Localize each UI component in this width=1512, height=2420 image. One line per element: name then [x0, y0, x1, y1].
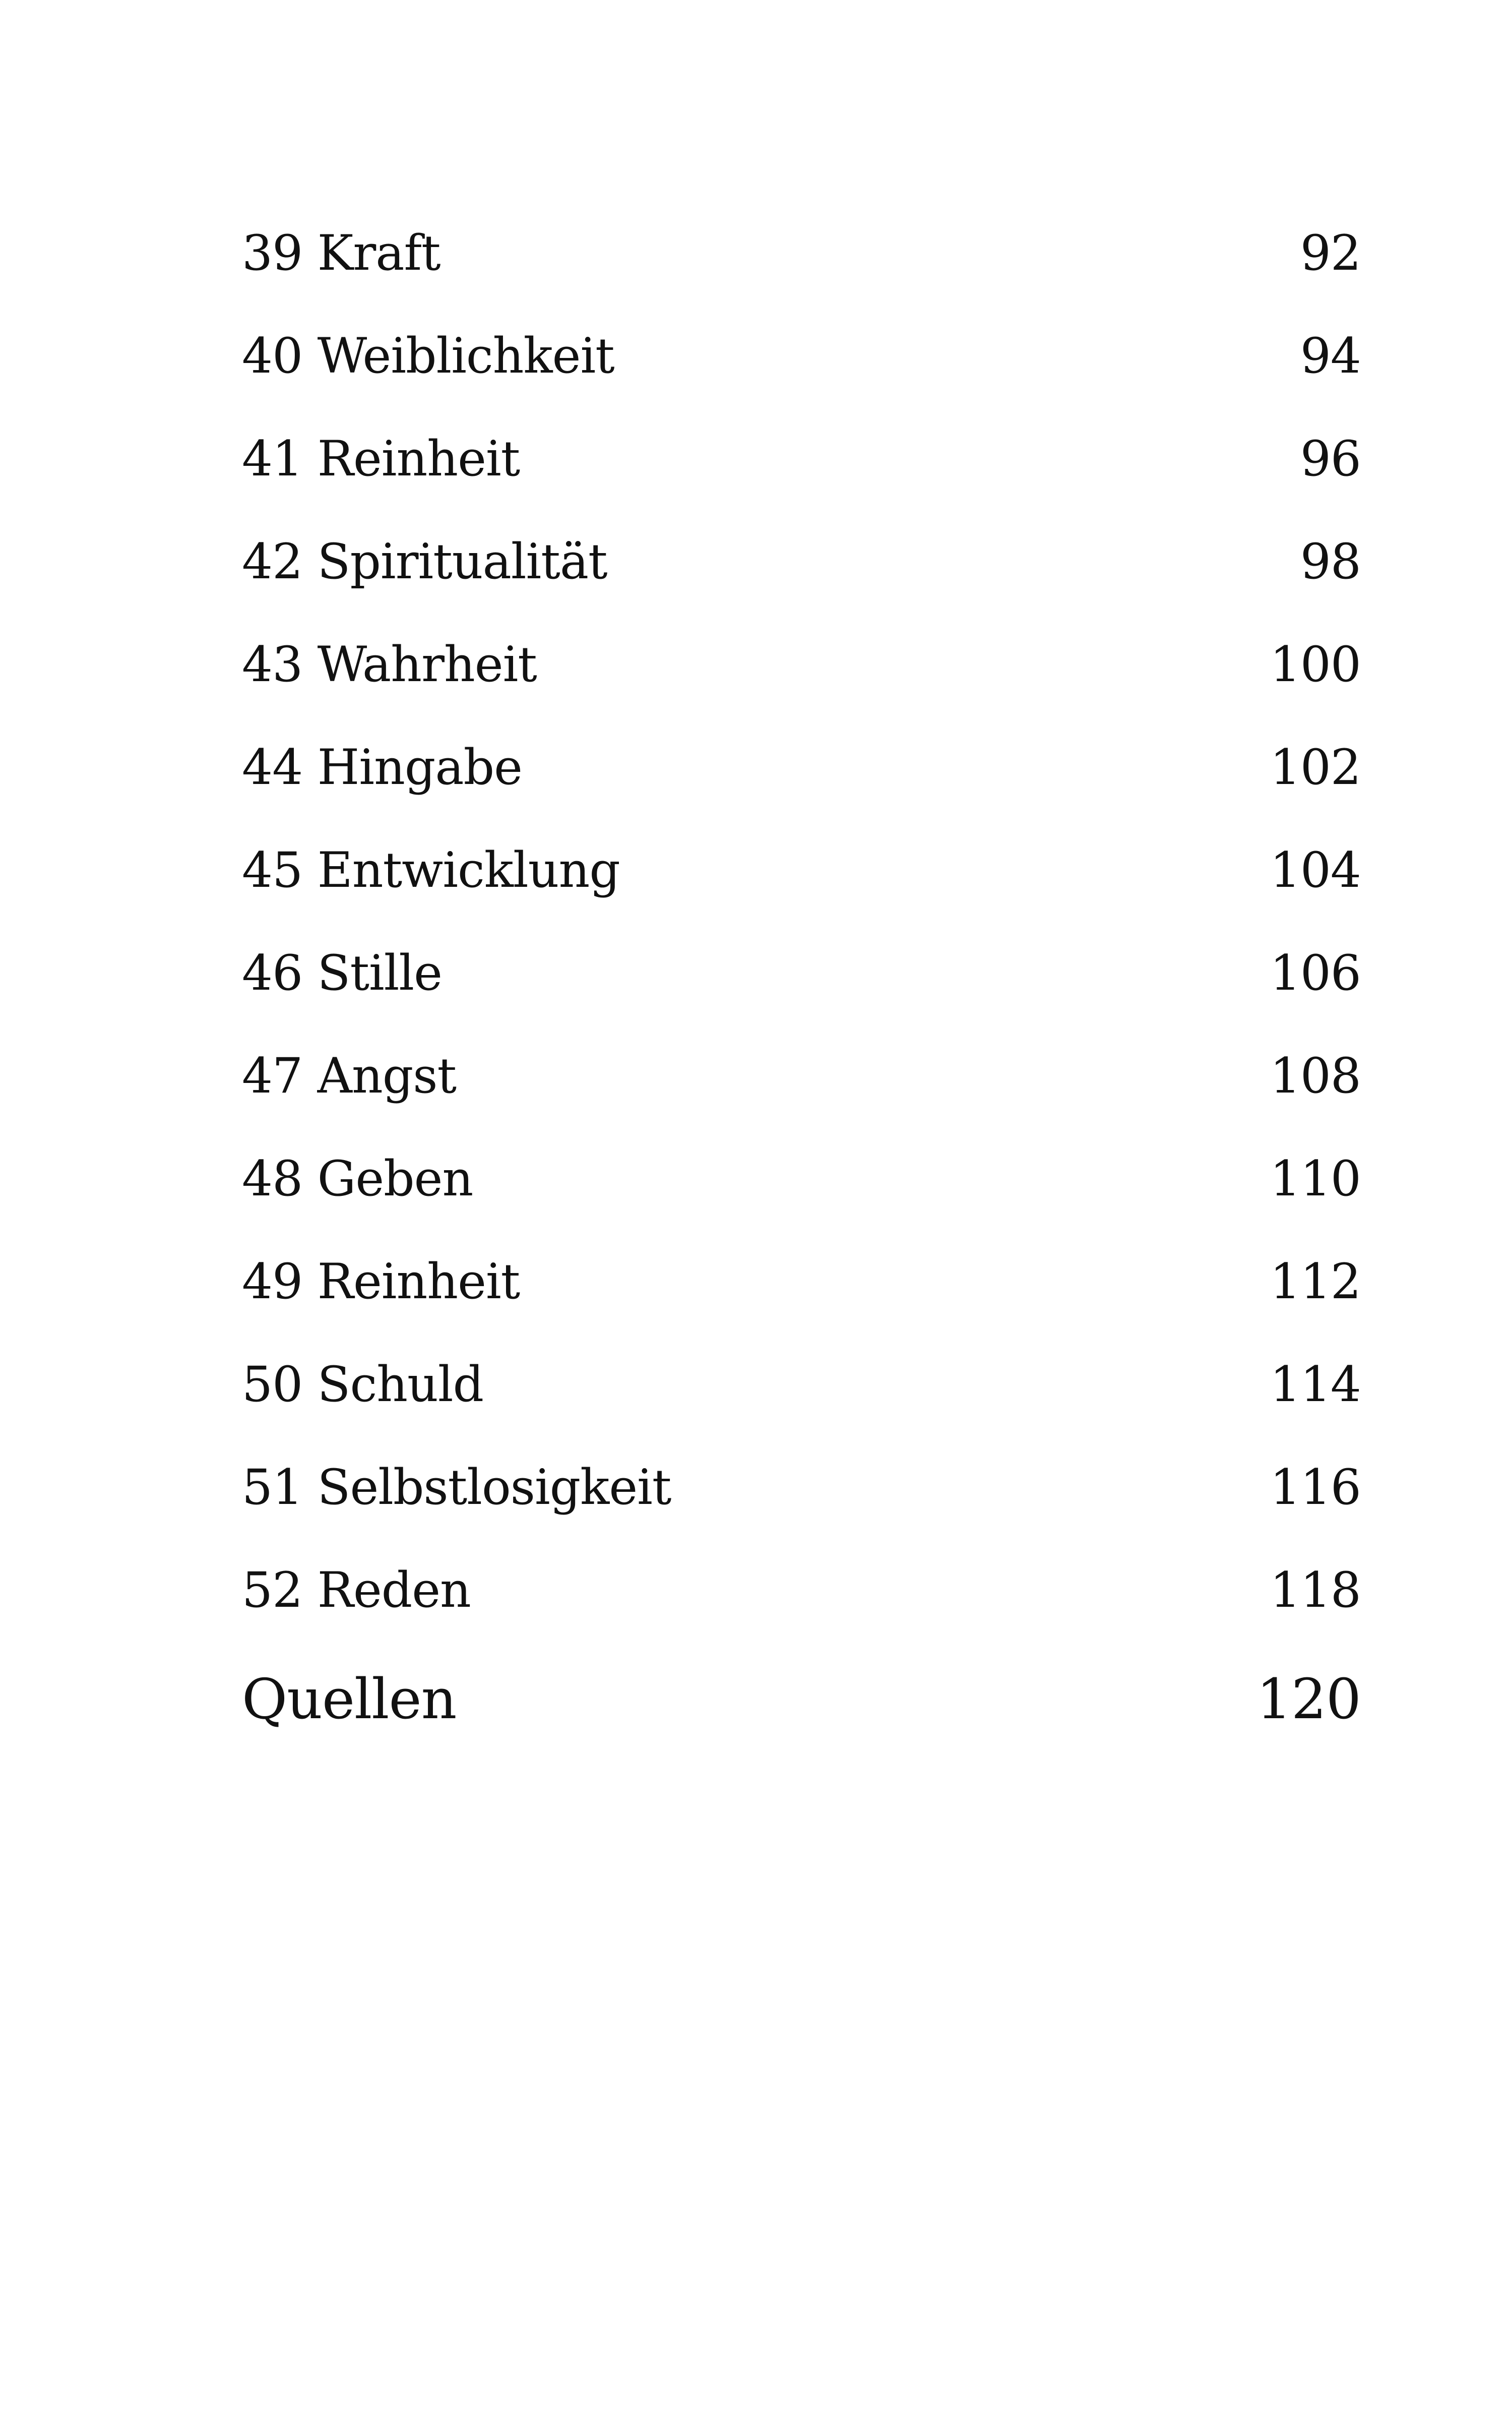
toc-entry-title: 49 Reinheit: [242, 1253, 520, 1310]
toc-sources-page: 120: [1256, 1667, 1361, 1731]
toc-entry: [242, 1127, 1361, 1230]
toc-sources-title: Quellen: [242, 1667, 457, 1731]
toc-entry: [242, 202, 1361, 305]
toc-entry-sources: [242, 1648, 1361, 1750]
toc-entry: [242, 1024, 1361, 1127]
toc-entry-page: 108: [1270, 1048, 1361, 1104]
toc-entry-title: 42 Spiritualität: [242, 533, 607, 590]
toc-entry-page: 114: [1270, 1356, 1361, 1413]
toc-entry-page: 96: [1300, 431, 1361, 487]
toc-entry-title: 48 Geben: [242, 1151, 473, 1207]
toc-entry-title: 41 Reinheit: [242, 431, 520, 487]
toc-entry: [242, 1333, 1361, 1436]
toc-entry: [242, 305, 1361, 407]
toc-entry-page: 116: [1270, 1459, 1361, 1516]
toc-entry: [242, 1230, 1361, 1333]
toc-entry: [242, 922, 1361, 1024]
toc-entry-title: 46 Stille: [242, 945, 442, 1001]
toc-entry: [242, 613, 1361, 716]
toc-entry-page: 98: [1300, 533, 1361, 590]
toc-entry-page: 110: [1270, 1151, 1361, 1207]
toc-entry-title: 45 Entwicklung: [242, 842, 620, 898]
toc-entry: [242, 1436, 1361, 1539]
toc-entry-title: 51 Selbstlosigkeit: [242, 1459, 671, 1516]
toc-entry-page: 104: [1270, 842, 1361, 898]
toc-entry: [242, 716, 1361, 819]
toc-entry-page: 92: [1300, 225, 1361, 281]
toc-entry-page: 102: [1270, 739, 1361, 796]
toc-entry: [242, 1539, 1361, 1642]
toc-entry-page: 100: [1270, 636, 1361, 693]
toc-entry-title: 52 Reden: [242, 1562, 471, 1618]
toc-entry: [242, 510, 1361, 613]
toc-entry: [242, 407, 1361, 510]
toc-entry: [242, 819, 1361, 922]
toc-entry-title: 44 Hingabe: [242, 739, 522, 796]
toc-entry-page: 112: [1270, 1253, 1361, 1310]
toc-entry-title: 47 Angst: [242, 1048, 457, 1104]
toc-entry-title: 43 Wahrheit: [242, 636, 537, 693]
table-of-contents: [242, 202, 1361, 1750]
toc-entry-title: 50 Schuld: [242, 1356, 484, 1413]
toc-entry-page: 94: [1300, 328, 1361, 384]
toc-entry-title: 40 Weiblichkeit: [242, 328, 614, 384]
toc-entry-title: 39 Kraft: [242, 225, 440, 281]
toc-entry-page: 118: [1270, 1562, 1361, 1618]
toc-entry-page: 106: [1270, 945, 1361, 1001]
